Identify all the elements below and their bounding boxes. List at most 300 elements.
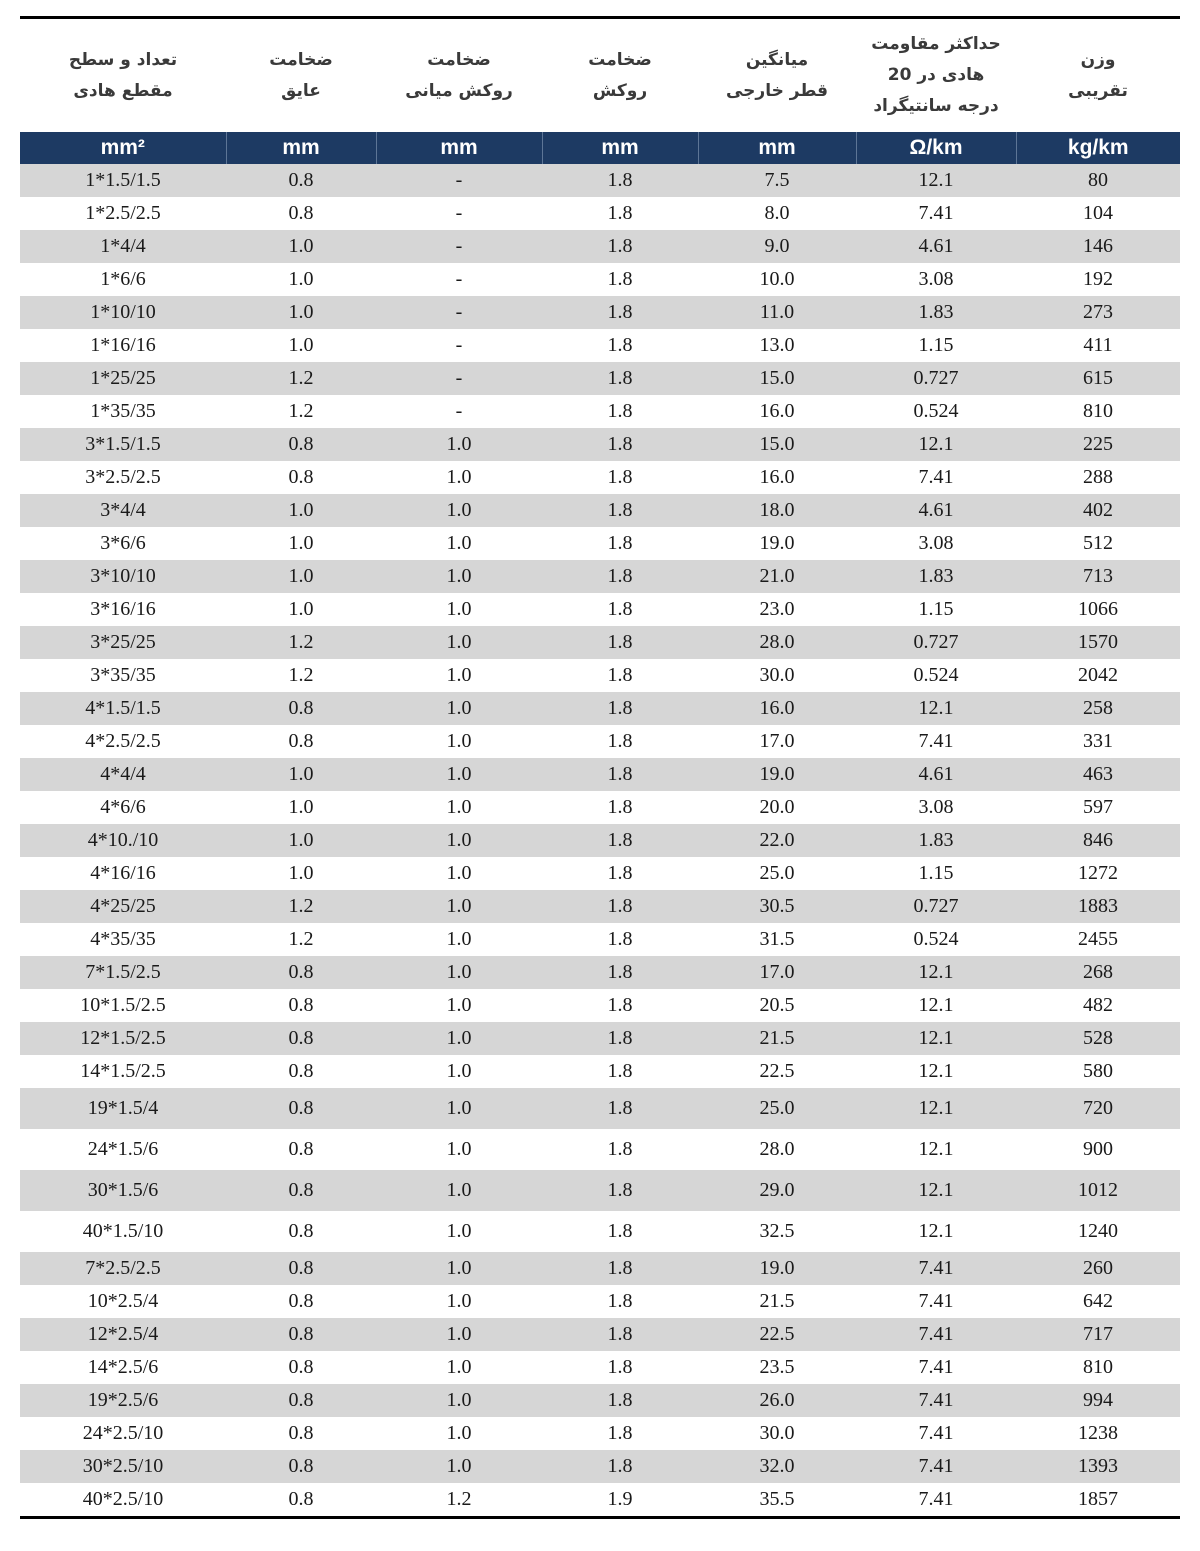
cell-sheath-thickness: 1.8 (542, 560, 698, 593)
cell-max-resistance: 12.1 (856, 1088, 1016, 1129)
cell-outer-diameter: 22.5 (698, 1318, 856, 1351)
table-row (20, 1351, 1180, 1384)
cell-sheath-thickness: 1.8 (607, 730, 633, 752)
cell-insulation-thickness: 0.8 (288, 202, 314, 224)
cell-max-resistance: 0.727 (856, 890, 1016, 923)
cell-inner-sheath-thickness: - (455, 268, 463, 290)
cell-approx-weight: 2042 (1078, 664, 1118, 686)
cell-sheath-thickness: 1.8 (542, 1022, 698, 1055)
cell-conductor-section: 1*2.5/2.5 (85, 202, 161, 224)
cell-approx-weight: 615 (1016, 362, 1180, 395)
cell-outer-diameter: 17.0 (759, 730, 795, 752)
cell-max-resistance: 7.41 (918, 1356, 954, 1378)
cell-outer-diameter: 19.0 (698, 1252, 856, 1285)
cell-max-resistance: 0.727 (856, 626, 1016, 659)
table-row (20, 1022, 1180, 1055)
cell-conductor-section: 7*1.5/2.5 (20, 956, 226, 989)
table-row (20, 263, 1180, 296)
table-body (20, 164, 1180, 1516)
cell-sheath-thickness: 1.8 (607, 1422, 633, 1444)
cell-conductor-section: 4*4/4 (20, 758, 226, 791)
unit-row (20, 132, 1180, 164)
cell-insulation-thickness: 1.0 (288, 268, 314, 290)
cell-insulation-thickness: 1.2 (288, 664, 314, 686)
cell-inner-sheath-thickness: 1.0 (376, 1384, 542, 1417)
cell-outer-diameter: 20.0 (759, 796, 795, 818)
cell-approx-weight: 900 (1083, 1138, 1113, 1160)
cell-outer-diameter: 23.0 (759, 598, 795, 620)
cell-outer-diameter: 30.0 (759, 1422, 795, 1444)
cell-sheath-thickness: 1.8 (607, 1290, 633, 1312)
column-title-row (20, 19, 1180, 132)
cell-sheath-thickness: 1.8 (542, 890, 698, 923)
cell-max-resistance: 0.524 (913, 400, 959, 422)
cell-outer-diameter: 10.0 (759, 268, 795, 290)
table-row (20, 923, 1180, 956)
cell-conductor-section: 4*16/16 (90, 862, 156, 884)
cell-max-resistance: 1.83 (856, 560, 1016, 593)
cell-insulation-thickness: 0.8 (288, 466, 314, 488)
cell-conductor-section: 3*4/4 (20, 494, 226, 527)
cell-sheath-thickness: 1.8 (542, 428, 698, 461)
cell-conductor-section: 1*10/10 (20, 296, 226, 329)
cell-insulation-thickness: 0.8 (226, 956, 376, 989)
cell-approx-weight: 225 (1016, 428, 1180, 461)
header-insulation-thickness: ضخامت عایق (269, 49, 333, 101)
cell-max-resistance: 0.524 (913, 928, 959, 950)
cell-outer-diameter: 32.0 (698, 1450, 856, 1483)
cell-outer-diameter: 25.0 (698, 1088, 856, 1129)
cell-insulation-thickness: 0.8 (226, 164, 376, 197)
cell-max-resistance: 7.41 (918, 730, 954, 752)
cell-inner-sheath-thickness: 1.0 (376, 428, 542, 461)
cell-insulation-thickness: 0.8 (288, 1138, 314, 1160)
table-row (20, 659, 1180, 692)
table-row (20, 1285, 1180, 1318)
cell-sheath-thickness: 1.8 (542, 1450, 698, 1483)
cable-spec-table (20, 19, 1180, 1516)
cell-approx-weight: 288 (1083, 466, 1113, 488)
cell-inner-sheath-thickness: 1.0 (376, 626, 542, 659)
cell-max-resistance: 1.15 (918, 334, 954, 356)
cell-sheath-thickness: 1.8 (542, 824, 698, 857)
cell-inner-sheath-thickness: - (455, 400, 463, 422)
cell-outer-diameter: 32.5 (759, 1220, 795, 1242)
cell-outer-diameter: 20.5 (759, 994, 795, 1016)
cable-spec-sheet (20, 16, 1180, 1519)
cell-inner-sheath-thickness: 1.0 (376, 692, 542, 725)
cell-insulation-thickness: 0.8 (288, 1060, 314, 1082)
cell-inner-sheath-thickness: - (376, 362, 542, 395)
cell-outer-diameter: 15.0 (698, 428, 856, 461)
cell-inner-sheath-thickness: 1.0 (446, 1138, 472, 1160)
cell-max-resistance: 1.83 (856, 296, 1016, 329)
cell-outer-diameter: 11.0 (698, 296, 856, 329)
table-row (20, 362, 1180, 395)
table-row (20, 857, 1180, 890)
cell-max-resistance: 4.61 (856, 758, 1016, 791)
unit-inner-sheath-thickness: mm (376, 132, 542, 164)
cell-insulation-thickness: 0.8 (226, 692, 376, 725)
cell-conductor-section: 1*1.5/1.5 (20, 164, 226, 197)
cell-max-resistance: 7.41 (918, 1290, 954, 1312)
cell-conductor-section: 40*1.5/10 (82, 1220, 164, 1242)
cell-inner-sheath-thickness: 1.0 (376, 494, 542, 527)
cell-conductor-section: 1*25/25 (20, 362, 226, 395)
cell-insulation-thickness: 1.0 (226, 296, 376, 329)
table-row (20, 1384, 1180, 1417)
cell-sheath-thickness: 1.8 (542, 692, 698, 725)
cell-outer-diameter: 25.0 (759, 862, 795, 884)
table-row (20, 956, 1180, 989)
cell-approx-weight: 1393 (1016, 1450, 1180, 1483)
table-row (20, 1417, 1180, 1450)
cell-inner-sheath-thickness: 1.0 (446, 664, 472, 686)
cell-max-resistance: 12.1 (856, 428, 1016, 461)
cell-approx-weight: 482 (1083, 994, 1113, 1016)
cell-conductor-section: 1*35/35 (90, 400, 156, 422)
cell-outer-diameter: 9.0 (698, 230, 856, 263)
header-sheath-thickness: ضخامت روکش (588, 49, 652, 101)
cell-approx-weight: 80 (1016, 164, 1180, 197)
cell-approx-weight: 258 (1016, 692, 1180, 725)
cell-outer-diameter: 21.0 (698, 560, 856, 593)
cell-outer-diameter: 21.5 (698, 1022, 856, 1055)
cell-inner-sheath-thickness: - (376, 164, 542, 197)
cell-sheath-thickness: 1.8 (542, 626, 698, 659)
cell-max-resistance: 0.524 (913, 664, 959, 686)
cell-approx-weight: 528 (1016, 1022, 1180, 1055)
cell-outer-diameter: 15.0 (698, 362, 856, 395)
unit-sheath-thickness: mm (542, 132, 698, 164)
cell-max-resistance: 12.1 (856, 1170, 1016, 1211)
cell-approx-weight: 717 (1016, 1318, 1180, 1351)
cell-max-resistance: 12.1 (918, 1060, 954, 1082)
cell-insulation-thickness: 1.2 (226, 626, 376, 659)
cell-conductor-section: 3*10/10 (20, 560, 226, 593)
cell-insulation-thickness: 1.0 (226, 824, 376, 857)
cell-approx-weight: 580 (1083, 1060, 1113, 1082)
cell-insulation-thickness: 1.2 (288, 928, 314, 950)
cell-max-resistance: 7.41 (856, 1384, 1016, 1417)
unit-max-resistance: Ω/km (856, 132, 1016, 164)
cell-max-resistance: 3.08 (918, 796, 954, 818)
cell-approx-weight: 846 (1016, 824, 1180, 857)
cell-approx-weight: 1272 (1078, 862, 1118, 884)
cell-conductor-section: 10*2.5/4 (87, 1290, 159, 1312)
cell-inner-sheath-thickness: 1.0 (376, 890, 542, 923)
cell-max-resistance: 0.727 (856, 362, 1016, 395)
cell-approx-weight: 1883 (1016, 890, 1180, 923)
cell-outer-diameter: 26.0 (698, 1384, 856, 1417)
cell-sheath-thickness: 1.8 (607, 664, 633, 686)
cell-inner-sheath-thickness: 1.0 (376, 956, 542, 989)
cell-outer-diameter: 17.0 (698, 956, 856, 989)
table-row (20, 1088, 1180, 1129)
cell-inner-sheath-thickness: 1.0 (446, 928, 472, 950)
table-row (20, 824, 1180, 857)
bottom-rule (20, 1516, 1180, 1519)
header-conductor-section: تعداد و سطح مقطع هادی (68, 49, 178, 101)
table-row (20, 626, 1180, 659)
cell-sheath-thickness: 1.8 (607, 466, 633, 488)
table-row (20, 791, 1180, 824)
cell-sheath-thickness: 1.8 (542, 494, 698, 527)
cell-approx-weight: 331 (1083, 730, 1113, 752)
cell-sheath-thickness: 1.8 (607, 1138, 633, 1160)
cell-sheath-thickness: 1.8 (542, 362, 698, 395)
cell-sheath-thickness: 1.8 (607, 202, 633, 224)
cell-outer-diameter: 16.0 (698, 692, 856, 725)
cell-conductor-section: 4*25/25 (20, 890, 226, 923)
cell-max-resistance: 7.41 (856, 1318, 1016, 1351)
cell-conductor-section: 3*16/16 (90, 598, 156, 620)
cell-sheath-thickness: 1.8 (607, 334, 633, 356)
cell-outer-diameter: 28.0 (759, 1138, 795, 1160)
table-row (20, 725, 1180, 758)
cell-inner-sheath-thickness: - (376, 296, 542, 329)
cell-conductor-section: 3*25/25 (20, 626, 226, 659)
cell-conductor-section: 19*1.5/4 (20, 1088, 226, 1129)
cell-max-resistance: 7.41 (918, 466, 954, 488)
cell-inner-sheath-thickness: 1.0 (446, 598, 472, 620)
cell-insulation-thickness: 1.0 (288, 796, 314, 818)
cell-insulation-thickness: 0.8 (226, 1088, 376, 1129)
cell-inner-sheath-thickness: 1.0 (376, 1170, 542, 1211)
table-row (20, 164, 1180, 197)
cell-conductor-section: 19*2.5/6 (20, 1384, 226, 1417)
cell-approx-weight: 268 (1016, 956, 1180, 989)
cell-insulation-thickness: 0.8 (226, 1450, 376, 1483)
cell-inner-sheath-thickness: 1.0 (446, 796, 472, 818)
cell-approx-weight: 720 (1016, 1088, 1180, 1129)
cell-inner-sheath-thickness: 1.0 (446, 1356, 472, 1378)
cell-conductor-section: 40*2.5/10 (82, 1488, 164, 1510)
cell-approx-weight: 1066 (1078, 598, 1118, 620)
cell-sheath-thickness: 1.8 (607, 994, 633, 1016)
cell-conductor-section: 4*1.5/1.5 (20, 692, 226, 725)
cell-conductor-section: 30*1.5/6 (20, 1170, 226, 1211)
table-row (20, 692, 1180, 725)
cell-approx-weight: 1240 (1078, 1220, 1118, 1242)
cell-approx-weight: 2455 (1078, 928, 1118, 950)
cell-conductor-section: 4*6/6 (100, 796, 146, 818)
cell-inner-sheath-thickness: 1.0 (446, 1220, 472, 1242)
cell-approx-weight: 402 (1016, 494, 1180, 527)
cell-inner-sheath-thickness: 1.0 (376, 1088, 542, 1129)
table-row (20, 560, 1180, 593)
header-max-resistance: حداکثر مقاومت هادی در 20 درجه سانتیگراد (871, 34, 1001, 116)
cell-approx-weight: 1238 (1078, 1422, 1118, 1444)
table-row (20, 593, 1180, 626)
cell-inner-sheath-thickness: 1.0 (446, 1060, 472, 1082)
cell-sheath-thickness: 1.8 (607, 862, 633, 884)
cell-outer-diameter: 13.0 (759, 334, 795, 356)
cell-outer-diameter: 31.5 (759, 928, 795, 950)
table-row (20, 527, 1180, 560)
cell-inner-sheath-thickness: - (376, 230, 542, 263)
cell-approx-weight: 273 (1016, 296, 1180, 329)
cell-approx-weight: 411 (1083, 334, 1113, 356)
cell-approx-weight: 192 (1083, 268, 1113, 290)
table-row (20, 197, 1180, 230)
cell-insulation-thickness: 0.8 (226, 1170, 376, 1211)
cell-approx-weight: 104 (1083, 202, 1113, 224)
cell-inner-sheath-thickness: 1.0 (376, 1318, 542, 1351)
cell-max-resistance: 7.41 (856, 1252, 1016, 1285)
table-row (20, 890, 1180, 923)
cell-outer-diameter: 29.0 (698, 1170, 856, 1211)
cell-max-resistance: 3.08 (918, 268, 954, 290)
table-row (20, 1170, 1180, 1211)
cell-sheath-thickness: 1.8 (607, 268, 633, 290)
cell-insulation-thickness: 1.0 (288, 532, 314, 554)
cell-approx-weight: 994 (1016, 1384, 1180, 1417)
cell-max-resistance: 12.1 (856, 692, 1016, 725)
cell-sheath-thickness: 1.8 (607, 928, 633, 950)
cell-insulation-thickness: 1.0 (288, 862, 314, 884)
cell-conductor-section: 3*6/6 (100, 532, 146, 554)
cell-sheath-thickness: 1.8 (607, 598, 633, 620)
cell-max-resistance: 4.61 (856, 494, 1016, 527)
cell-insulation-thickness: 0.8 (288, 994, 314, 1016)
cell-approx-weight: 810 (1083, 400, 1113, 422)
table-row (20, 296, 1180, 329)
cell-conductor-section: 3*35/35 (90, 664, 156, 686)
cell-insulation-thickness: 1.0 (226, 230, 376, 263)
cell-conductor-section: 14*2.5/6 (87, 1356, 159, 1378)
cell-max-resistance: 12.1 (918, 1138, 954, 1160)
header-approx-weight: وزن تقریبی (1068, 49, 1128, 101)
cell-outer-diameter: 16.0 (759, 400, 795, 422)
cell-insulation-thickness: 0.8 (226, 1252, 376, 1285)
cell-max-resistance: 4.61 (856, 230, 1016, 263)
cell-insulation-thickness: 0.8 (288, 730, 314, 752)
cell-insulation-thickness: 1.2 (288, 400, 314, 422)
cell-max-resistance: 12.1 (918, 994, 954, 1016)
cell-approx-weight: 260 (1016, 1252, 1180, 1285)
cell-max-resistance: 7.41 (856, 1450, 1016, 1483)
cell-approx-weight: 810 (1083, 1356, 1113, 1378)
table-row (20, 461, 1180, 494)
cell-max-resistance: 7.41 (918, 1422, 954, 1444)
cell-approx-weight: 512 (1083, 532, 1113, 554)
cell-insulation-thickness: 1.0 (288, 598, 314, 620)
cell-max-resistance: 12.1 (856, 956, 1016, 989)
cell-inner-sheath-thickness: 1.0 (376, 1022, 542, 1055)
cell-outer-diameter: 7.5 (698, 164, 856, 197)
cell-inner-sheath-thickness: 1.0 (446, 994, 472, 1016)
cell-approx-weight: 463 (1016, 758, 1180, 791)
cell-conductor-section: 3*1.5/1.5 (20, 428, 226, 461)
header-outer-diameter: میانگین قطر خارجی (725, 49, 829, 101)
table-row (20, 989, 1180, 1022)
cell-sheath-thickness: 1.8 (542, 1170, 698, 1211)
cell-outer-diameter: 16.0 (759, 466, 795, 488)
table-row (20, 758, 1180, 791)
cell-max-resistance: 12.1 (856, 1022, 1016, 1055)
cell-max-resistance: 1.15 (918, 598, 954, 620)
cell-insulation-thickness: 1.0 (288, 334, 314, 356)
cell-inner-sheath-thickness: 1.0 (376, 824, 542, 857)
cell-sheath-thickness: 1.8 (542, 164, 698, 197)
cell-conductor-section: 10*1.5/2.5 (80, 994, 166, 1016)
cell-outer-diameter: 19.0 (698, 758, 856, 791)
cell-sheath-thickness: 1.8 (542, 230, 698, 263)
cell-inner-sheath-thickness: 1.0 (446, 1290, 472, 1312)
cell-inner-sheath-thickness: 1.0 (376, 560, 542, 593)
cell-outer-diameter: 22.5 (759, 1060, 795, 1082)
cell-conductor-section: 4*35/35 (90, 928, 156, 950)
cell-insulation-thickness: 0.8 (288, 1488, 314, 1510)
cell-outer-diameter: 18.0 (698, 494, 856, 527)
cell-inner-sheath-thickness: 1.0 (446, 862, 472, 884)
cell-approx-weight: 146 (1016, 230, 1180, 263)
cell-conductor-section: 7*2.5/2.5 (20, 1252, 226, 1285)
table-row (20, 1055, 1180, 1088)
cell-sheath-thickness: 1.8 (607, 1356, 633, 1378)
cell-outer-diameter: 22.0 (698, 824, 856, 857)
cell-max-resistance: 7.41 (918, 202, 954, 224)
cell-sheath-thickness: 1.8 (542, 1384, 698, 1417)
cell-outer-diameter: 35.5 (759, 1488, 795, 1510)
cell-conductor-section: 4*10./10 (20, 824, 226, 857)
cell-sheath-thickness: 1.8 (542, 1252, 698, 1285)
cell-approx-weight: 1857 (1078, 1488, 1118, 1510)
cell-conductor-section: 3*2.5/2.5 (85, 466, 161, 488)
table-row (20, 1252, 1180, 1285)
cell-insulation-thickness: 1.0 (226, 560, 376, 593)
cell-insulation-thickness: 0.8 (226, 1384, 376, 1417)
cell-conductor-section: 1*6/6 (100, 268, 146, 290)
table-row (20, 395, 1180, 428)
cell-max-resistance: 3.08 (918, 532, 954, 554)
cell-outer-diameter: 23.5 (759, 1356, 795, 1378)
unit-insulation-thickness: mm (226, 132, 376, 164)
cell-inner-sheath-thickness: - (455, 202, 463, 224)
table-row (20, 230, 1180, 263)
cell-max-resistance: 1.83 (856, 824, 1016, 857)
cell-outer-diameter: 30.0 (759, 664, 795, 686)
unit-outer-diameter: mm (698, 132, 856, 164)
cell-approx-weight: 1570 (1016, 626, 1180, 659)
cell-approx-weight: 1012 (1016, 1170, 1180, 1211)
cell-max-resistance: 12.1 (856, 164, 1016, 197)
cell-sheath-thickness: 1.8 (542, 1318, 698, 1351)
cell-sheath-thickness: 1.8 (542, 296, 698, 329)
cell-insulation-thickness: 1.0 (226, 494, 376, 527)
cell-inner-sheath-thickness: 1.0 (446, 466, 472, 488)
cell-insulation-thickness: 1.0 (226, 758, 376, 791)
cell-outer-diameter: 30.5 (698, 890, 856, 923)
cell-insulation-thickness: 1.2 (226, 362, 376, 395)
table-row (20, 428, 1180, 461)
cell-max-resistance: 12.1 (918, 1220, 954, 1242)
header-inner-sheath-thickness: ضخامت روکش میانی (405, 49, 513, 101)
cell-sheath-thickness: 1.8 (607, 1060, 633, 1082)
unit-approx-weight: kg/km (1016, 132, 1180, 164)
cell-insulation-thickness: 0.8 (288, 1422, 314, 1444)
cell-insulation-thickness: 0.8 (288, 1356, 314, 1378)
table-row (20, 1450, 1180, 1483)
cell-sheath-thickness: 1.8 (607, 1220, 633, 1242)
cell-conductor-section: 14*1.5/2.5 (80, 1060, 166, 1082)
cell-sheath-thickness: 1.8 (607, 400, 633, 422)
cell-outer-diameter: 28.0 (698, 626, 856, 659)
cell-outer-diameter: 19.0 (759, 532, 795, 554)
cell-inner-sheath-thickness: 1.2 (446, 1488, 472, 1510)
cell-sheath-thickness: 1.9 (607, 1488, 633, 1510)
